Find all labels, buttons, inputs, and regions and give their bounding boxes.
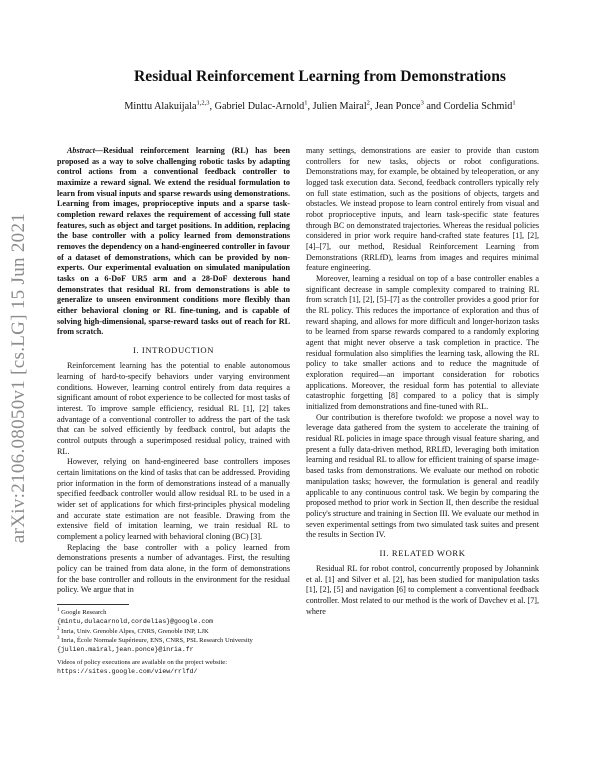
videos-note <box>57 659 290 676</box>
paragraph: many settings, demonstrations are easier to provide than custom controllers for new tasks, objects or robot configurations. Demonstrations may, for example, be obtained by teleoperation, or any logged task execution data. Second, feedback controllers typically rely on full state estimation, such as the positions of objects, targets and obstacles. We instead propose to learn control entirely from visual and robot proprioceptive inputs, and learn task-specific state features through BC on demonstrated trajectories. Whereas the residual policies considered in prior work require hand-crafted state features [1], [2], [4]–[7], our method, Residual Reinforcement Learning from Demonstrations (RRLfD), learns from images and requires minimal feature engineering. <box>306 146 539 273</box>
footnotes <box>57 608 290 655</box>
right-column <box>306 146 539 771</box>
author: Julien Mairal$^2$, <box>312 100 376 113</box>
author: Gabriel Dulac-Arnold$^1$, <box>214 100 313 113</box>
author: Cordelia Schmid$^1$ <box>443 100 516 113</box>
footnote: $^1$ Google Research <box>57 608 107 617</box>
section-heading-related-work: II. RELATED WORK <box>379 547 466 558</box>
videos-note-text: Videos of policy executions are available on the project website: <box>57 658 228 666</box>
arxiv-sidebar-stamp <box>2 158 36 598</box>
paragraph: Our contribution is therefore twofold: we propose a novel way to leverage data gathered from the system to accelerate the training of residual RL policies in image space through visual feature sharing, and present a fully data-driven method, RRLfD, leveraging both imitation learning and residual RL to allow for efficient training of sparse image-based tasks from demonstrations. We evaluate our method on robotic manipulation tasks; however, the formulation is general and readily applicable to any continuous control task. We begin by comparing the proposed method to prior work in Section II, then describe the residual policy's structure and training in Section III. We evaluate our method in seven experimental settings from two simulated task suites and present the results in Section IV. <box>306 412 539 540</box>
author: Jean Ponce$^3$ and <box>375 100 444 113</box>
footnote-email[interactable]: {julien.mairal,jean.ponce}@inria.fr <box>57 646 194 654</box>
footnote: $^2$ Inria, Univ. Grenoble Alpes, CNRS, Grenoble INP, LJK <box>57 626 209 635</box>
arxiv-identifier: arXiv:2106.08050v1 [cs.LG] 15 Jun 2021 <box>8 212 29 544</box>
left-column <box>57 146 290 771</box>
footnote-divider <box>57 604 129 605</box>
paragraph: However, relying on hand-engineered base controllers imposes certain limitations on the kind of tasks that can be addressed. Providing prior information in the form of demonstrations instead of a manually specified feedback controller would allow residual RL to be used in a wider set of applications for which first-principles physical modeling and accurate state estimation are not feasible. Drawing from the extensive field of imitation learning, we train residual RL to complement a policy learned with behavioral cloning (BC) [3]. <box>57 457 290 542</box>
paragraph: Reinforcement learning has the potential to enable autonomous learning of hard-to-specify behaviors under varying environment conditions. However, learning control entirely from data requires a significant amount of robot experience to be collected for most tasks of interest. To improve sample efficiency, residual RL [1], [2] takes advantage of a conventional controller to address the part of the task that can be solved efficiently by feedback control, but adapts the control outputs through a superimposed residual policy, trained with RL. <box>57 361 290 456</box>
paragraph: Moreover, learning a residual on top of a base controller enables a significant decrease in sample complexity compared to training RL from scratch [1], [2], [5]–[7] as the controller provides a good prior for the RL policy. This reduces the importance of exploration and thus of reward shaping, and allows for more difficult and longer-horizon tasks to be learned from sparse rewards compared to a randomly exploring agent that might never observe a task completion in practice. The residual formulation also simplifies the learning task, allowing the RL policy to take smaller actions and to reduce the magnitude of exploration required—an important consideration for robotics applications. Moreover, the residual form has potential to alleviate catastrophic forgetting [8] compared to a policy that is simply initialized from demonstrations and fine-tuned with RL. <box>306 274 539 412</box>
abstract-text: Residual reinforcement learning (RL) has been proposed as a way to solve challenging robotic tasks by adapting control actions from a conventional feedback controller to maximize a reward signal. We extend the residual formulation to learn from visual inputs and sparse rewards using demonstrations. Learning from images, proprioceptive inputs and a sparse task-completion reward relaxes the requirement of accessing full state features, such as object and target positions. In addition, replacing the base controller with a policy learned from demonstrations removes the dependency on a hand-engineered controller in favour of a dataset of demonstrations, which can be provided by non-experts. Our experimental evaluation on simulated manipulation tasks on a 6-DoF UR5 arm and a 28-DoF dexterous hand demonstrates that residual RL from demonstrations is able to generalize to unseen environment conditions more flexibly than either behavioral cloning or RL fine-tuning, and is capable of solving high-dimensional, sparse-reward tasks out of reach for RL from scratch. <box>57 146 290 337</box>
paragraph: Residual RL for robot control, concurrently proposed by Johannink et al. [1] and Silver et al. [2], has been studied for manipulation tasks [1], [2], [5] and navigation [6] to complement a conventional feedback controller. Most related to our method is the work of Davchev et al. [7], where <box>306 564 539 616</box>
footnote-email[interactable]: {mintu,dulacarnold,cordelias}@google.com <box>57 618 214 626</box>
paper-title: Residual Reinforcement Learning from Demonstrations <box>134 68 506 85</box>
abstract-label: Abstract <box>67 146 95 155</box>
project-website-link[interactable]: https://sites.google.com/view/rrlfd/ <box>57 667 198 675</box>
abstract: Abstract—Residual reinforcement learning (RL) has been proposed as a way to solve challenging robotic tasks by adapting control actions from a conventional feedback controller to maximize a reward signal. We extend the residual formulation to learn from visual inputs and sparse rewards using demonstrations. Learning from images, proprioceptive inputs and a sparse task-completion reward relaxes the requirement of accessing full state features, such as object and target positions. In addition, replacing the base controller with a policy learned from demonstrations removes the dependency on a hand-engineered controller in favour of a dataset of demonstrations, which can be provided by non-experts. Our experimental evaluation on simulated manipulation tasks on a 6-DoF UR5 arm and a 28-DoF dexterous hand demonstrates that residual RL from demonstrations is able to generalize to unseen environment conditions more flexibly than either behavioral cloning or RL fine-tuning, and is capable of solving high-dimensional, sparse-reward tasks out of reach for RL from scratch. <box>57 146 290 337</box>
paragraph: Replacing the base controller with a policy learned from demonstrations presents a number of advantages. First, the resulting policy can be trained from data alone, in the form of demonstrations for the base controller and rollouts in the environment for the residual policy. We argue that in <box>57 542 290 595</box>
author: Minttu Alakuijala$^{1,2,3}$, <box>124 100 215 113</box>
footnote: $^3$ Inria, École Normale Supérieure, ENS, CNRS, PSL Research University <box>57 636 253 645</box>
section-heading-introduction: I. INTRODUCTION <box>132 345 215 356</box>
author-list <box>40 100 600 112</box>
